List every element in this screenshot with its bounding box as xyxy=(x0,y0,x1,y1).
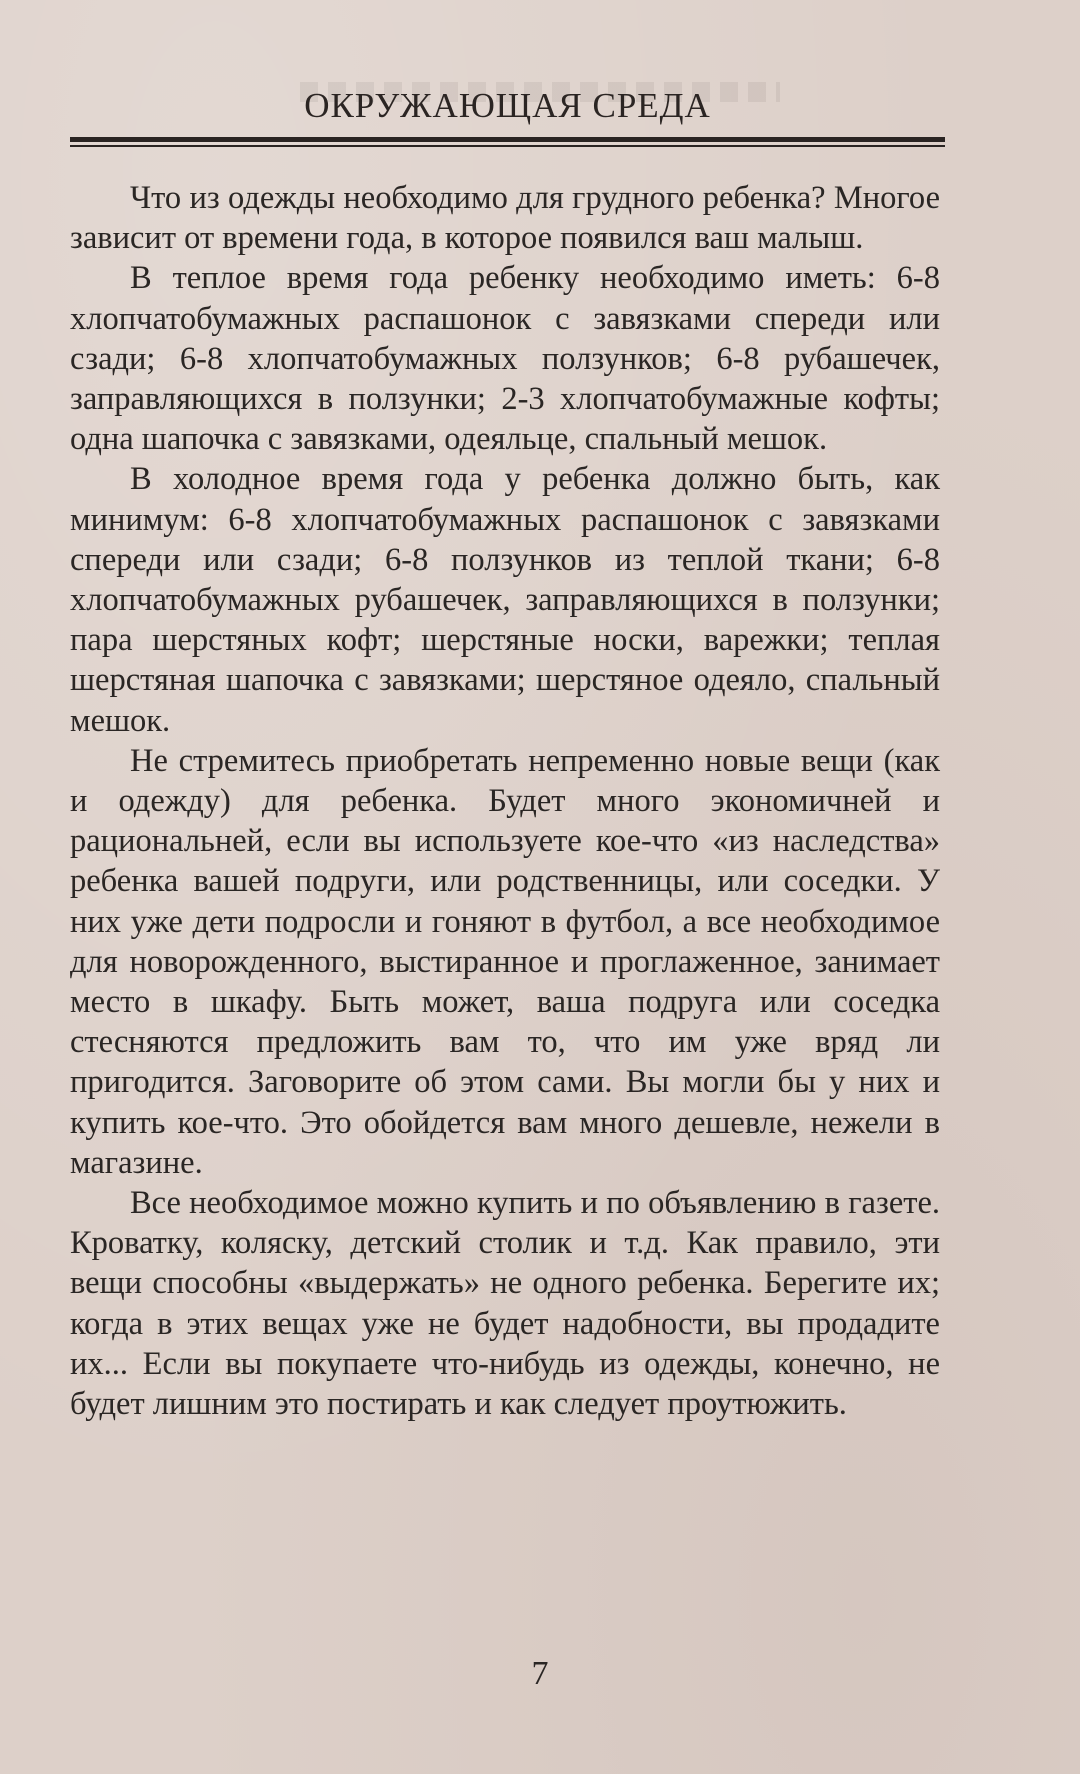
body-text xyxy=(70,178,940,1424)
paragraph-4: Не стремитесь приобретать непременно новые вещи (как и одежду) для ребенка. Будет много экономичней и рациональней, если вы используете кое-что «из наследства» ребенка вашей подруги, или родственницы, или соседки. У них уже дети подросли и гоняют в футбол, а все необходимое для новорожденного, выстиранное и проглаженное, занимает место в шкафу. Быть может, ваша подруга или соседка стесняются предложить вам то, что им уже вряд ли пригодится. Заговорите об этом сами. Вы могли бы у них и купить кое-что. Это обойдется вам много дешевле, нежели в магазине. xyxy=(70,742,940,1181)
paragraph-5: Все необходимое можно купить и по объявлению в газете. Кроватку, коляску, детский столик и т.д. Как правило, эти вещи способны «выдержать» не одного ребенка. Берегите их; когда в этих вещах уже не будет надобности, вы продадите их... Если вы покупаете что-нибудь из одежды, конечно, не будет лишним это постирать и как следует проутюжить. xyxy=(70,1185,940,1423)
running-title: ОКРУЖАЮЩАЯ СРЕДА xyxy=(304,86,711,125)
header-rule-thin xyxy=(70,145,945,147)
page-number: 7 xyxy=(531,1655,549,1692)
header-rule-thick xyxy=(70,137,945,142)
paragraph-1: Что из одежды необходимо для грудного ребенка? Многое зависит от времени года, в которое появился ваш малыш. xyxy=(70,180,940,257)
paragraph-3: В холодное время года у ребенка должно быть, как минимум: 6-8 хлопчатобумажных распашонок с завязками спереди или сзади; 6-8 ползунков из теплой ткани; 6-8 хлопчатобумажных рубашечек, заправляющихся в ползунки; пара шерстяных кофт; шерстяные носки, варежки; теплая шерстяная шапочка с завязками; шерстяное одеяло, спальный мешок. xyxy=(70,461,940,739)
paragraph-2: В теплое время года ребенку необходимо иметь: 6-8 хлопчатобумажных распашонок с завязками спереди или сзади; 6-8 хлопчатобумажных ползунков; 6-8 рубашечек, заправляющихся в ползунки; 2-3 хлопчатобумажные кофты; одна шапочка с завязками, одеяльце, спальный мешок. xyxy=(70,260,940,458)
